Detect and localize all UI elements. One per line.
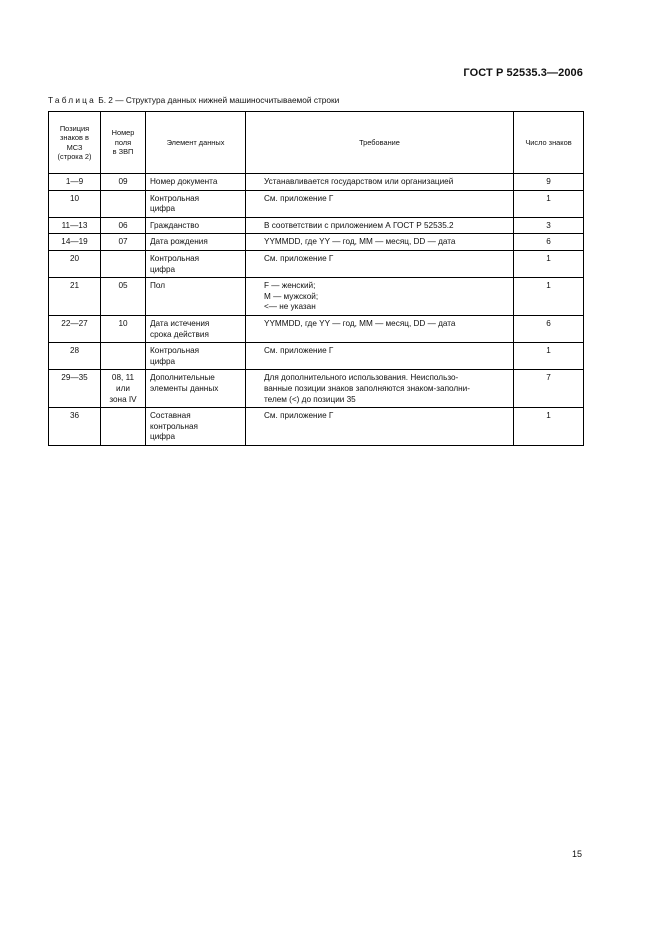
field-line: 05 bbox=[118, 281, 128, 291]
element-line: Дата рождения bbox=[150, 237, 208, 247]
header-line: (строка 2) bbox=[57, 151, 92, 161]
element-line: Пол bbox=[150, 281, 166, 291]
table-header-row bbox=[49, 112, 584, 174]
cell-position: 36 bbox=[49, 408, 101, 446]
element-line: Контрольная bbox=[150, 193, 200, 203]
table-row bbox=[49, 278, 584, 316]
requirement-line: телем (<) до позиции 35 bbox=[264, 394, 356, 404]
requirement-line: См. приложение Г bbox=[264, 411, 334, 421]
cell-char-count: 9 bbox=[514, 174, 584, 191]
cell-position: 11—13 bbox=[49, 217, 101, 234]
data-structure-table bbox=[48, 111, 584, 446]
cell-field-number bbox=[101, 250, 146, 277]
cell-char-count: 1 bbox=[514, 190, 584, 217]
element-line: срока действия bbox=[150, 329, 209, 339]
element-line: цифра bbox=[150, 204, 176, 214]
table-row bbox=[49, 174, 584, 191]
cell-requirement bbox=[246, 250, 514, 277]
header-line: в ЗВП bbox=[112, 147, 134, 157]
cell-requirement bbox=[246, 190, 514, 217]
field-line: 08, 11 bbox=[111, 373, 135, 383]
requirement-line: Устанавливается государством или организацией bbox=[264, 177, 454, 186]
cell-requirement bbox=[246, 234, 514, 251]
cell-field-number bbox=[101, 343, 146, 370]
requirement-line: См. приложение Г bbox=[264, 193, 334, 203]
table-body bbox=[49, 174, 584, 446]
table-row bbox=[49, 408, 584, 446]
field-line: 07 bbox=[118, 237, 128, 247]
element-line: цифра bbox=[150, 432, 176, 442]
col-header-field-number bbox=[101, 112, 146, 174]
element-line: Контрольная bbox=[150, 253, 200, 263]
cell-data-element bbox=[146, 234, 246, 251]
element-line: Контрольная bbox=[150, 346, 200, 356]
cell-requirement bbox=[246, 370, 514, 408]
cell-requirement bbox=[246, 174, 514, 191]
cell-field-number bbox=[101, 315, 146, 342]
cell-requirement bbox=[246, 408, 514, 446]
requirement-line: См. приложение Г bbox=[264, 346, 334, 356]
header-line: знаков в bbox=[60, 133, 89, 143]
caption-prefix: Таблица bbox=[48, 95, 96, 105]
cell-data-element bbox=[146, 408, 246, 446]
cell-data-element bbox=[146, 278, 246, 316]
element-line: Составная bbox=[150, 411, 191, 421]
header-line: Число знаков bbox=[525, 137, 572, 147]
cell-field-number bbox=[101, 234, 146, 251]
table-row bbox=[49, 343, 584, 370]
element-line: цифра bbox=[150, 264, 176, 274]
requirement-line: YYMMDD, где YY — год, MM — месяц, DD — дата bbox=[264, 318, 456, 328]
requirement-line: См. приложение Г bbox=[264, 253, 334, 263]
table-caption bbox=[48, 95, 339, 105]
cell-requirement bbox=[246, 278, 514, 316]
element-line: Дополнительные bbox=[150, 373, 215, 383]
cell-field-number bbox=[101, 370, 146, 408]
field-line: или bbox=[116, 383, 130, 393]
table-row bbox=[49, 315, 584, 342]
field-line: 10 bbox=[118, 318, 128, 328]
cell-char-count: 6 bbox=[514, 234, 584, 251]
table-row bbox=[49, 217, 584, 234]
element-line: контрольная bbox=[150, 421, 198, 431]
cell-data-element bbox=[146, 315, 246, 342]
cell-position: 29—35 bbox=[49, 370, 101, 408]
header-line: Элемент данных bbox=[166, 137, 225, 147]
header-line: Позиция bbox=[59, 123, 90, 133]
cell-position: 20 bbox=[49, 250, 101, 277]
col-header-data-element bbox=[146, 112, 246, 174]
col-header-char-count bbox=[514, 112, 584, 174]
col-header-requirement bbox=[246, 112, 514, 174]
cell-position: 1—9 bbox=[49, 174, 101, 191]
cell-field-number bbox=[101, 217, 146, 234]
cell-char-count: 1 bbox=[514, 250, 584, 277]
cell-data-element bbox=[146, 174, 246, 191]
caption-text: Б. 2 — Структура данных нижней машиносчитываемой строки bbox=[98, 95, 340, 105]
element-line: цифра bbox=[150, 356, 176, 366]
cell-char-count: 7 bbox=[514, 370, 584, 408]
cell-requirement bbox=[246, 343, 514, 370]
col-header-position bbox=[49, 112, 101, 174]
cell-data-element bbox=[146, 190, 246, 217]
cell-requirement bbox=[246, 315, 514, 342]
document-code: ГОСТ Р 52535.3—2006 bbox=[463, 67, 583, 79]
requirement-line: В соответствии с приложением А ГОСТ Р 52535.2 bbox=[264, 220, 454, 230]
cell-char-count: 1 bbox=[514, 278, 584, 316]
element-line: Номер документа bbox=[150, 177, 218, 186]
header-line: поля bbox=[114, 137, 132, 147]
table-row bbox=[49, 250, 584, 277]
requirement-line: <— не указан bbox=[264, 302, 316, 312]
field-line: зона IV bbox=[109, 394, 137, 404]
element-line: Дата истечения bbox=[150, 318, 210, 328]
cell-field-number bbox=[101, 278, 146, 316]
field-line: 06 bbox=[118, 220, 128, 230]
cell-data-element bbox=[146, 217, 246, 234]
cell-field-number bbox=[101, 174, 146, 191]
requirement-line: M — мужской; bbox=[264, 291, 319, 301]
cell-char-count: 1 bbox=[514, 408, 584, 446]
cell-data-element bbox=[146, 250, 246, 277]
cell-data-element bbox=[146, 343, 246, 370]
cell-position: 14—19 bbox=[49, 234, 101, 251]
requirement-line: YYMMDD, где YY — год, MM — месяц, DD — дата bbox=[264, 237, 456, 247]
cell-position: 28 bbox=[49, 343, 101, 370]
requirement-line: F — женский; bbox=[264, 281, 316, 291]
requirement-line: ванные позиции знаков заполняются знаком-заполни- bbox=[264, 383, 470, 393]
cell-position: 22—27 bbox=[49, 315, 101, 342]
cell-data-element bbox=[146, 370, 246, 408]
table-row bbox=[49, 370, 584, 408]
field-line: 09 bbox=[118, 177, 128, 186]
cell-field-number bbox=[101, 190, 146, 217]
table-row bbox=[49, 190, 584, 217]
table-row bbox=[49, 234, 584, 251]
header-line: Требование bbox=[359, 137, 400, 147]
cell-char-count: 6 bbox=[514, 315, 584, 342]
element-line: элементы данных bbox=[150, 383, 219, 393]
cell-position: 21 bbox=[49, 278, 101, 316]
header-line: Номер bbox=[111, 128, 135, 138]
page-number: 15 bbox=[571, 849, 582, 859]
cell-requirement bbox=[246, 217, 514, 234]
element-line: Гражданство bbox=[150, 220, 200, 230]
cell-field-number bbox=[101, 408, 146, 446]
header-line: МСЗ bbox=[66, 142, 83, 152]
cell-char-count: 3 bbox=[514, 217, 584, 234]
cell-char-count: 1 bbox=[514, 343, 584, 370]
requirement-line: Для дополнительного использования. Неиспользо- bbox=[264, 373, 459, 383]
cell-position: 10 bbox=[49, 190, 101, 217]
